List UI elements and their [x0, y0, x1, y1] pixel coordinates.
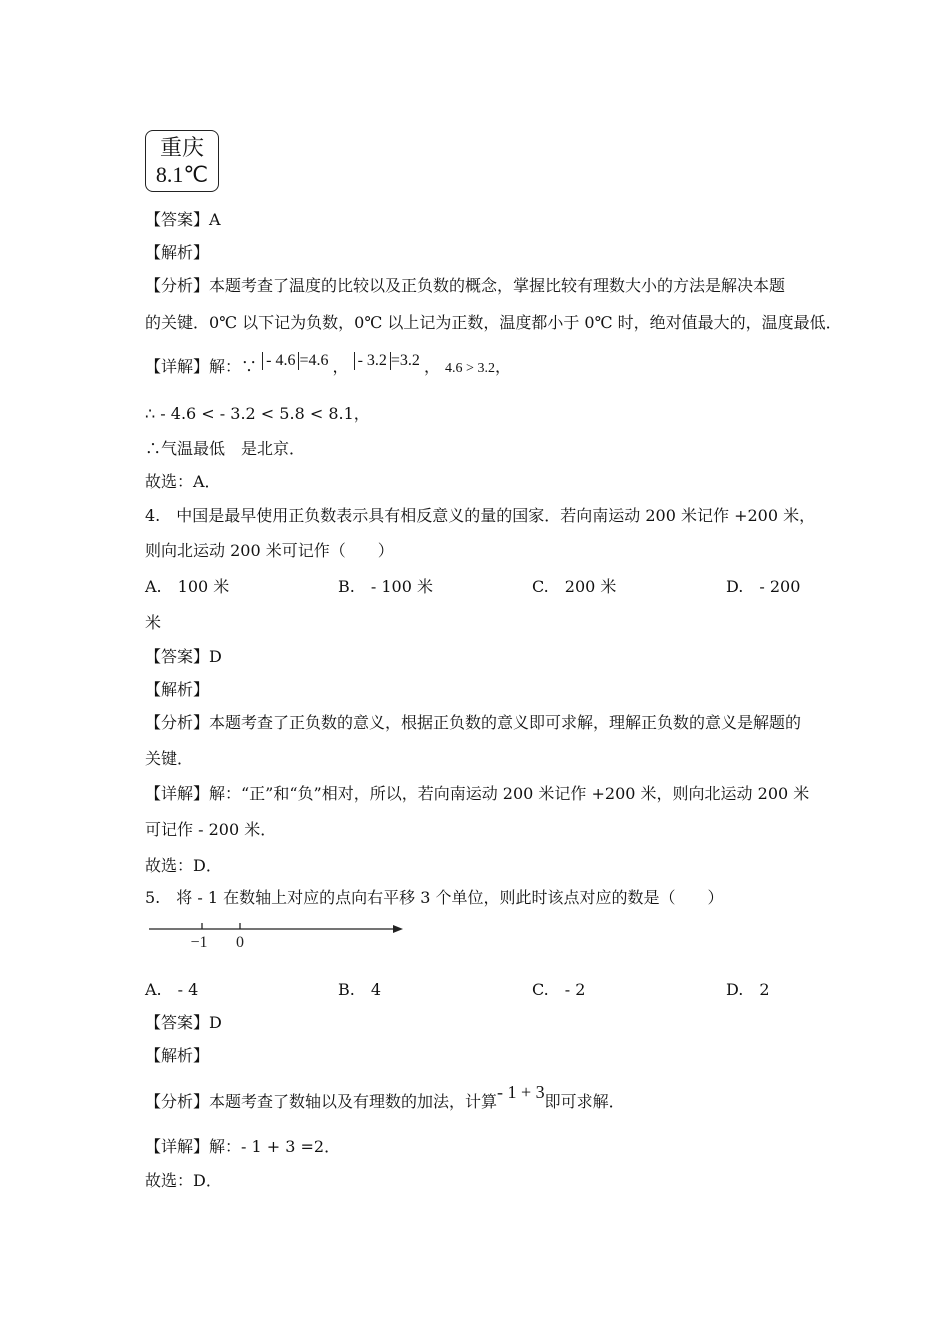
q5-fenxi-prefix: 【分析】本题考查了数轴以及有理数的加法，计算	[145, 1092, 498, 1111]
q3-abs-expr-2: - 3.2 =3.2	[354, 352, 424, 369]
q5-analysis-head: 【解析】	[145, 1046, 210, 1065]
q5-stem: 5. 将 - 1 在数轴上对应的点向右平移 3 个单位，则此时该点对应的数是（ ）	[145, 888, 724, 907]
q3-therefore-1: ∴ - 4.6 < - 3.2 < 5.8 < 8.1，	[145, 404, 370, 423]
q4-fenxi-line2: 关键．	[145, 749, 194, 768]
q5-option-b: B. 4	[338, 980, 382, 999]
label-neg1: −1	[190, 934, 208, 951]
q3-choose: 故选：A．	[145, 472, 221, 491]
q3-compare: 4.6 > 3.2	[445, 361, 495, 376]
label-0: 0	[236, 934, 244, 951]
q5-fenxi-suffix: 即可求解．	[544, 1092, 625, 1111]
q3-therefore-2: ∴气温最低 是北京．	[145, 439, 306, 458]
q4-option-a: A. 100 米	[145, 577, 230, 596]
q3-detail-prefix: 【详解】解：∵	[145, 357, 258, 376]
q4-option-d-wrap: 米	[145, 613, 162, 632]
q4-detail-line2: 可记作 - 200 米．	[145, 820, 277, 839]
q5-fenxi	[145, 1082, 625, 1113]
q4-choose: 故选：D．	[145, 856, 222, 875]
number-line	[145, 915, 415, 955]
q4-option-d: D. - 200	[726, 577, 801, 596]
abs-bars: - 3.2	[354, 352, 391, 370]
q5-answer: 【答案】D	[145, 1013, 222, 1032]
q3-fenxi-line1: 【分析】本题考查了温度的比较以及正负数的概念，掌握比较有理数大小的方法是解决本题	[145, 276, 786, 295]
q5-choose: 故选：D．	[145, 1171, 222, 1190]
q4-option-c: C. 200 米	[532, 577, 617, 596]
city-temperature-card	[145, 130, 219, 192]
q3-detail: 【详解】解：∵ - 4.6 =4.6 ， - 3.2 =3.2 ， 4.6 > 3.2，	[145, 352, 511, 376]
q3-answer: 【答案】A	[145, 210, 221, 229]
city-name: 重庆	[159, 135, 204, 160]
q4-detail-line1: 【详解】解：“正”和“负”相对，所以，若向南运动 200 米记作 +200 米，则向北运动 200 米	[145, 784, 810, 803]
q4-analysis-head: 【解析】	[145, 680, 210, 699]
q5-option-a: A. - 4	[145, 980, 199, 999]
q4-fenxi-line1: 【分析】本题考查了正负数的意义，根据正负数的意义即可求解，理解正负数的意义是解题的	[145, 713, 802, 732]
q5-option-d: D. 2	[726, 980, 770, 999]
city-temp: 8.1℃	[155, 162, 209, 187]
q4-option-b: B. - 100 米	[338, 577, 433, 596]
q5-option-c: C. - 2	[532, 980, 586, 999]
q3-analysis-head: 【解析】	[145, 243, 210, 262]
q4-answer: 【答案】D	[145, 647, 222, 666]
number-line-arrow	[393, 925, 403, 933]
abs-bars: - 4.6	[262, 352, 299, 370]
q3-abs-expr-1: - 4.6 =4.6	[262, 352, 332, 369]
q3-fenxi-line2: 的关键．0℃ 以下记为负数，0℃ 以上记为正数，温度都小于 0℃ 时，绝对值最大的，温度最低．	[145, 313, 842, 332]
q5-fenxi-expr: - 1 + 3	[497, 1082, 545, 1102]
q5-detail: 【详解】解：- 1 + 3 =2．	[145, 1137, 341, 1156]
q4-stem-line2: 则向北运动 200 米可记作（ ）	[145, 541, 394, 560]
q4-stem-line1: 4. 中国是最早使用正负数表示具有相反意义的量的国家．若向南运动 200 米记作 +200 米，	[145, 506, 816, 525]
